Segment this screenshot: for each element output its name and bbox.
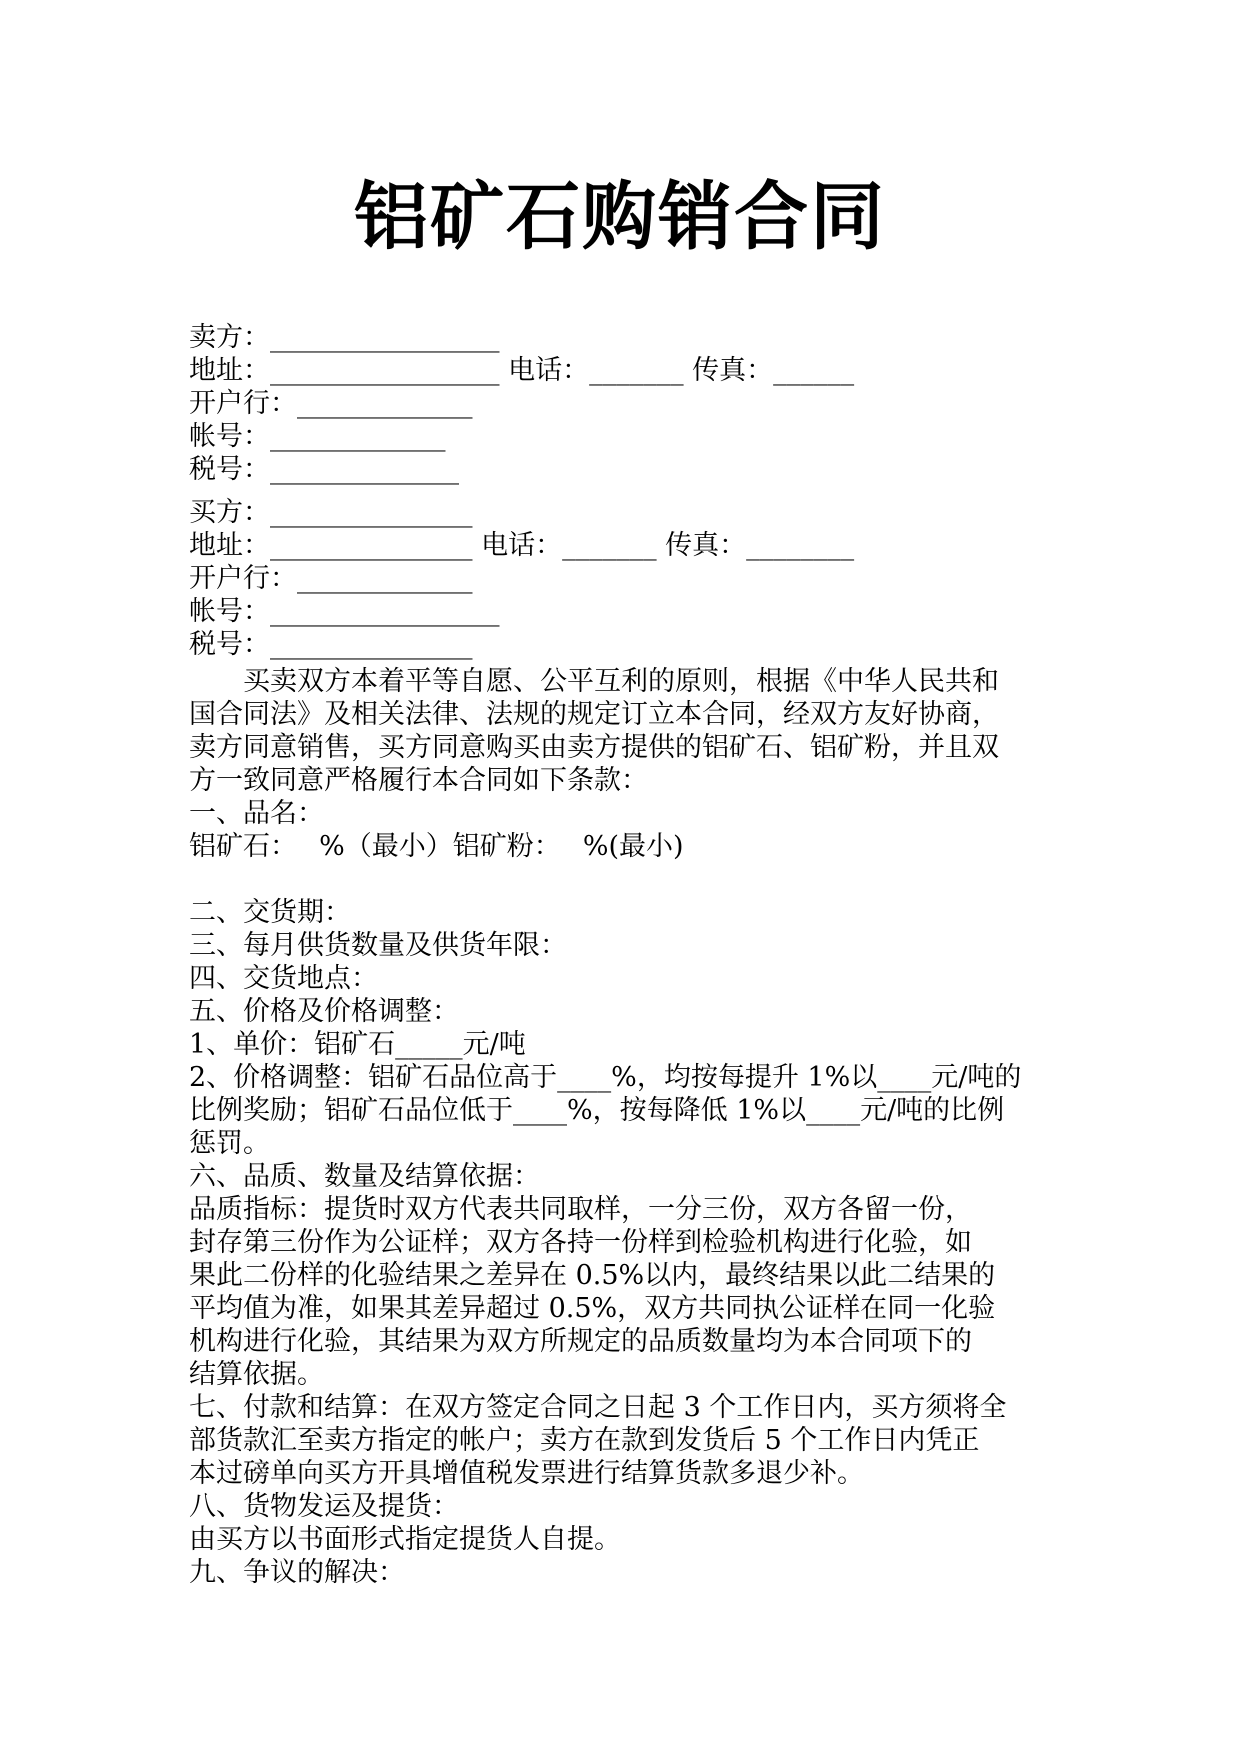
clause-8-title: 八、货物发运及提货：	[189, 1491, 459, 1522]
clause-5-2-line: 惩罚。	[189, 1128, 270, 1159]
clause-6-line: 结算依据。	[189, 1359, 324, 1390]
clause-6-line: 平均值为准，如果其差异超过 0.5%，双方共同执公证样在同一化验	[189, 1293, 996, 1324]
clause-6-line: 品质指标：提货时双方代表共同取样，一分三份，双方各留一份，	[189, 1194, 972, 1225]
clause-3-title: 三、每月供货数量及供货年限：	[189, 930, 567, 961]
clause-5-title: 五、价格及价格调整：	[189, 996, 459, 1027]
clause-2-title: 二、交货期：	[189, 897, 351, 928]
intro-line: 卖方同意销售，买方同意购买由卖方提供的铝矿石、铝矿粉，并且双	[189, 732, 999, 763]
clause-1-title: 一、品名：	[189, 798, 324, 829]
buyer-tax-line: 税号：_______________	[189, 629, 473, 660]
clause-1-body: 铝矿石： %（最小）铝矿粉： %(最小)	[189, 831, 684, 862]
clause-6-line: 果此二份样的化验结果之差异在 0.5%以内，最终结果以此二结果的	[189, 1260, 996, 1291]
clause-5-1: 1、单价：铝矿石_____元/吨	[189, 1029, 526, 1060]
buyer-bank-line: 开户行：_____________	[189, 563, 473, 594]
seller-address-line: 地址：_________________ 电话：_______ 传真：______	[189, 355, 855, 386]
buyer-name-line: 买方：_______________	[189, 497, 473, 528]
document-title: 铝矿石购销合同	[354, 174, 886, 260]
seller-account-line: 帐号：_____________	[189, 421, 446, 452]
clause-9-title: 九、争议的解决：	[189, 1557, 405, 1588]
clause-7-line: 部货款汇至卖方指定的帐户；卖方在款到发货后 5 个工作日内凭正	[189, 1425, 980, 1456]
clause-6-line: 封存第三份作为公证样；双方各持一份样到检验机构进行化验，如	[189, 1227, 972, 1258]
clause-4-title: 四、交货地点：	[189, 963, 378, 994]
intro-line: 买卖双方本着平等自愿、公平互利的原则，根据《中华人民共和	[189, 666, 999, 697]
clause-6-line: 机构进行化验，其结果为双方所规定的品质数量均为本合同项下的	[189, 1326, 972, 1357]
clause-5-2-line: 2、价格调整：铝矿石品位高于____%，均按每提升 1%以____元/吨的	[189, 1062, 1022, 1093]
clause-7-line: 七、付款和结算：在双方签定合同之日起 3 个工作日内，买方须将全	[189, 1392, 1007, 1423]
buyer-account-line: 帐号：_________________	[189, 596, 500, 627]
buyer-address-line: 地址：_______________ 电话：_______ 传真：________	[189, 530, 855, 561]
clause-8-body: 由买方以书面形式指定提货人自提。	[189, 1524, 621, 1555]
seller-tax-line: 税号：______________	[189, 454, 459, 485]
clause-6-title: 六、品质、数量及结算依据：	[189, 1161, 540, 1192]
clause-7-line: 本过磅单向买方开具增值税发票进行结算货款多退少补。	[189, 1458, 864, 1489]
seller-name-line: 卖方：_________________	[189, 322, 500, 353]
clause-5-2-line: 比例奖励；铝矿石品位低于____%，按每降低 1%以____元/吨的比例	[189, 1095, 1005, 1126]
intro-line: 方一致同意严格履行本合同如下条款：	[189, 765, 648, 796]
seller-bank-line: 开户行：_____________	[189, 388, 473, 419]
intro-line: 国合同法》及相关法律、法规的规定订立本合同，经双方友好协商，	[189, 699, 999, 730]
